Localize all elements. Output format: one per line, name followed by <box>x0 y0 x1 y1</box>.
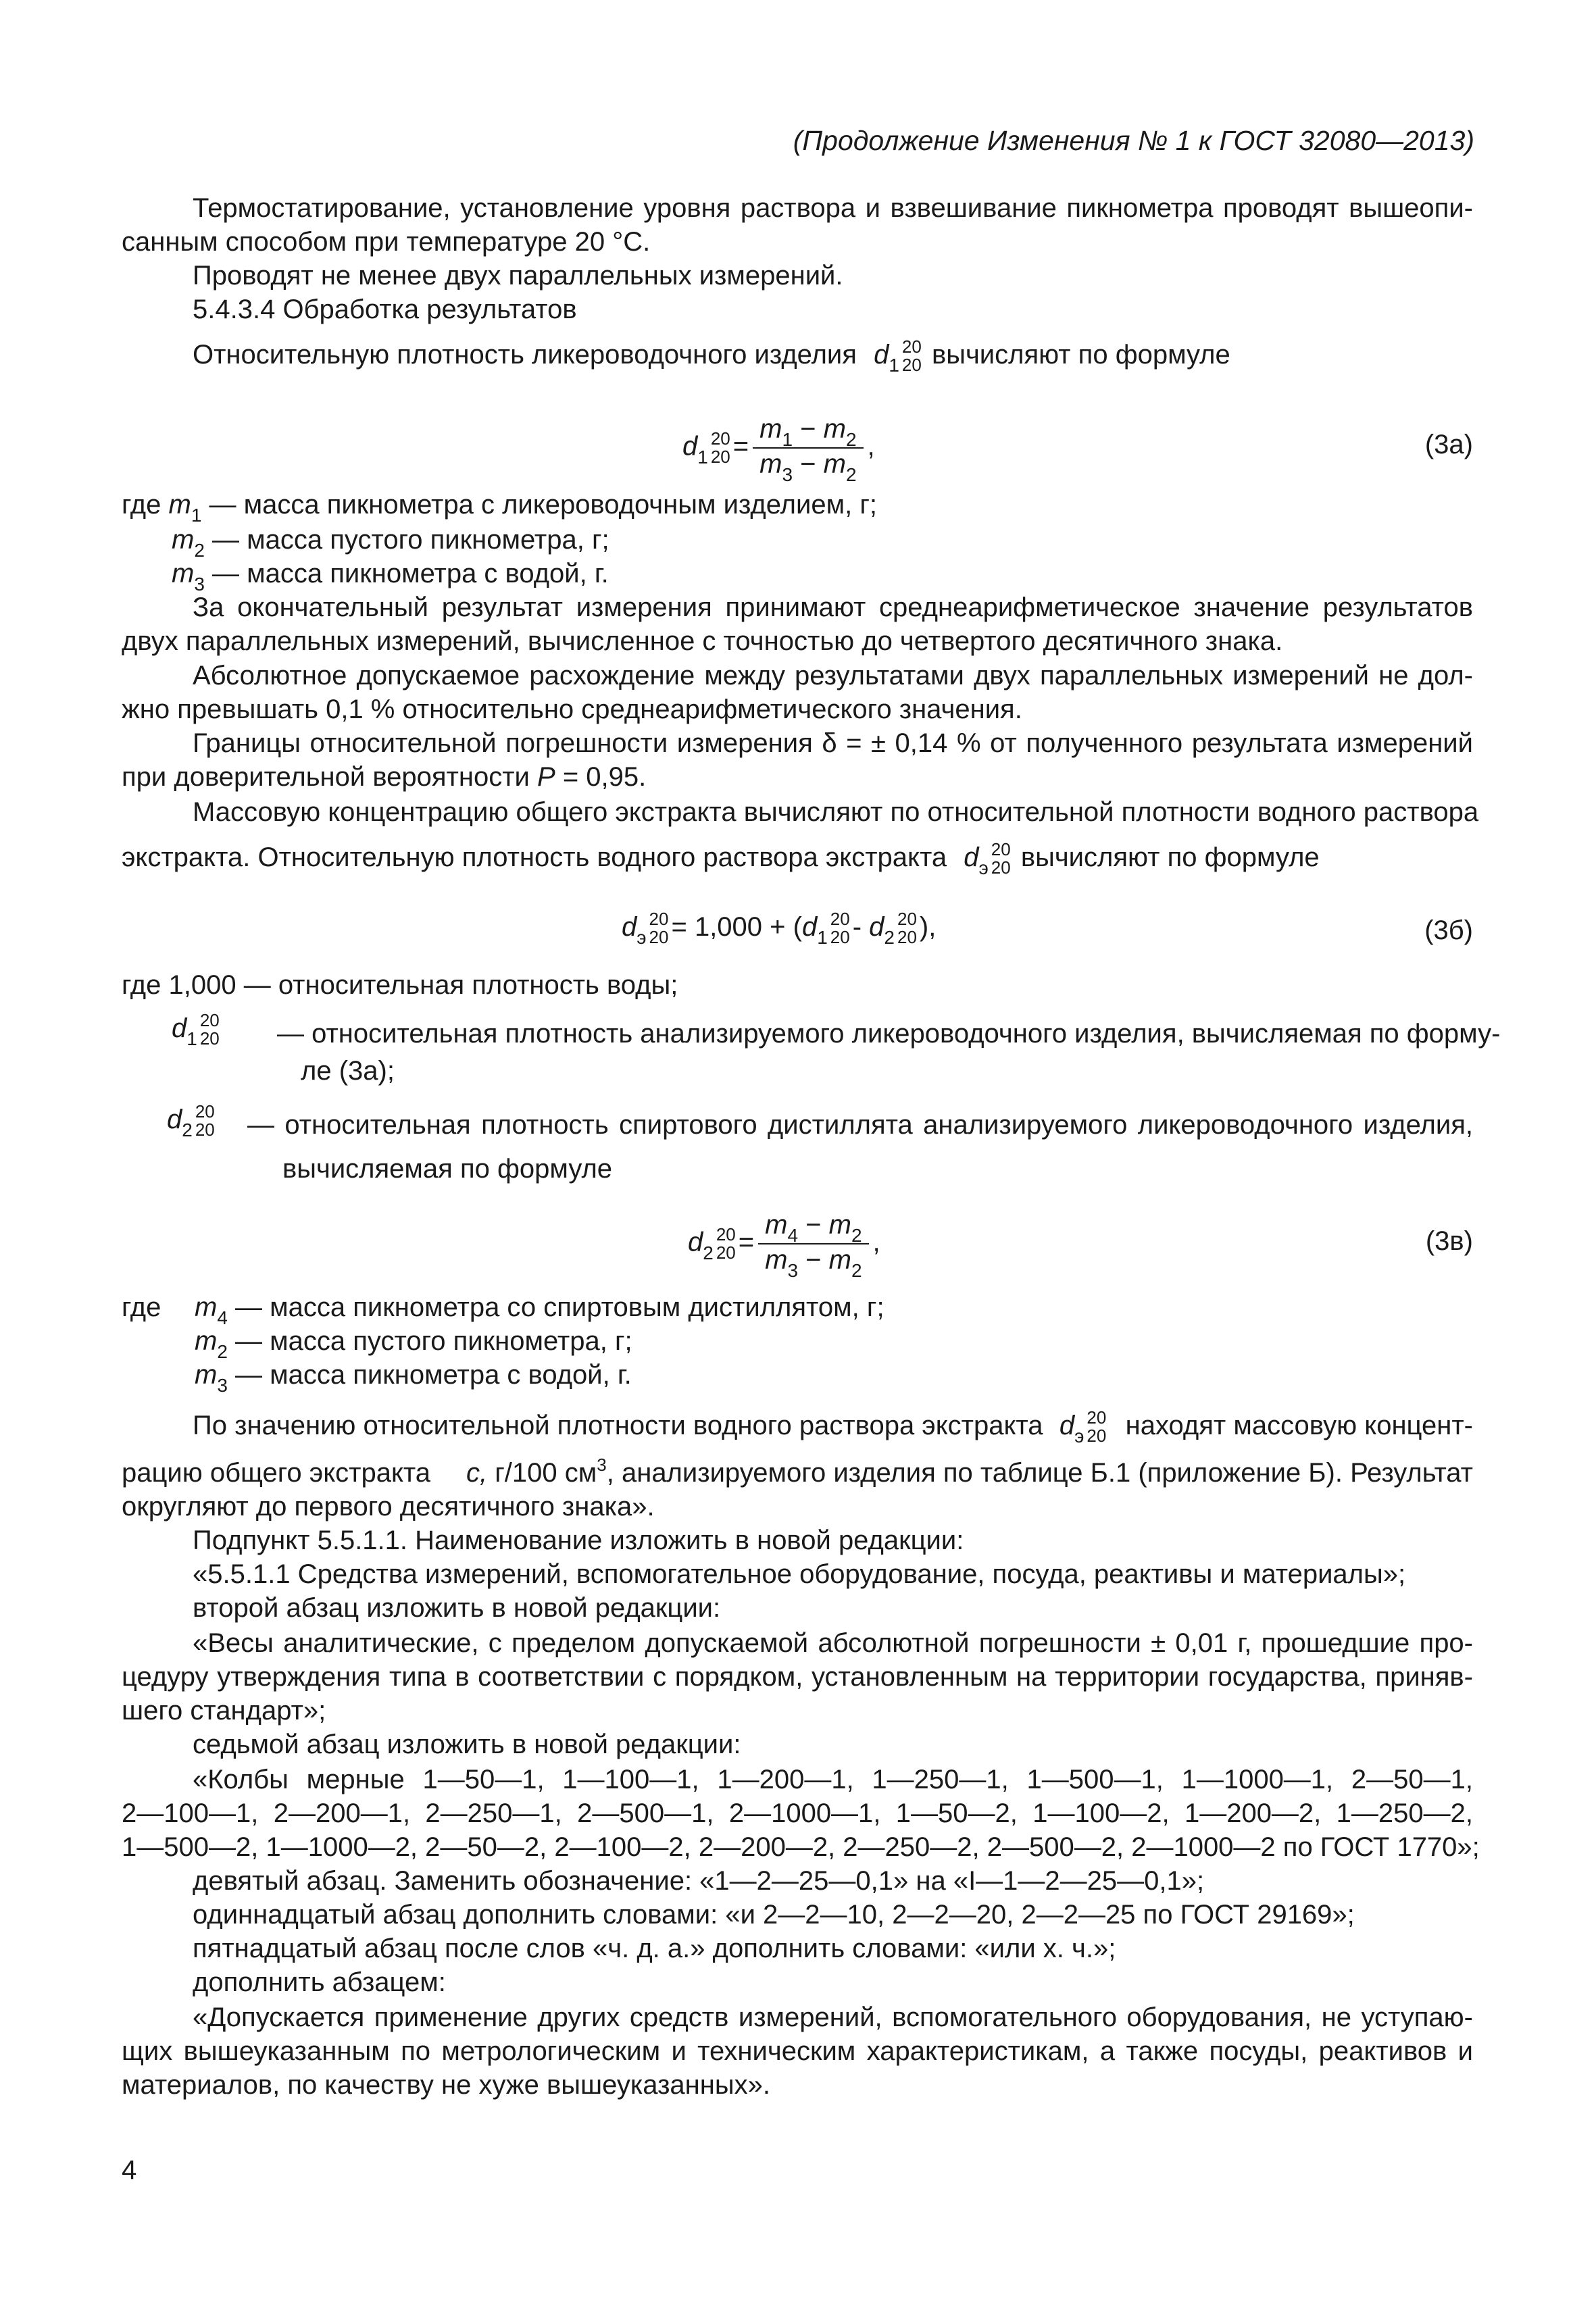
symbol-m: m <box>172 559 195 588</box>
index-stack <box>711 430 730 466</box>
definition-line: — относительная плотность спиртового дистиллята анализируемого ликероводочного изделия, <box>247 1110 1473 1140</box>
definition: — масса пикнометра с ликероводочным изделием, г; <box>209 490 878 520</box>
minus: − <box>805 1245 822 1275</box>
index-top: 20 <box>897 909 917 930</box>
index-bottom: 20 <box>1087 1426 1107 1447</box>
symbol-m: m <box>823 414 846 444</box>
paragraph-line <box>122 1456 1473 1492</box>
symbol-d: d <box>874 340 889 370</box>
text: = 0,95. <box>562 762 647 792</box>
where-label: где <box>122 490 161 520</box>
paragraph-line: «Весы аналитические, с пределом допускаемой абсолютной погрешности ± 0,01 г, прошедшие про- <box>193 1628 1473 1658</box>
paragraph-line: седьмой абзац изложить в новой редакции: <box>193 1730 741 1759</box>
text: По значению относительной плотности водного раствора экстракта <box>193 1411 1043 1440</box>
numerator <box>753 413 863 449</box>
section-heading: 5.4.3.4 Обработка результатов <box>193 295 577 324</box>
index-bottom: 20 <box>649 927 669 948</box>
index-bottom: 20 <box>991 857 1011 878</box>
numerator <box>758 1209 868 1244</box>
subscript: 2 <box>182 1120 193 1140</box>
paragraph-line: цедуру утверждения типа в соответствии с порядком, установленным на территории государства, приняв- <box>122 1662 1473 1692</box>
symbol-m: m <box>765 1210 788 1240</box>
index-bottom: 20 <box>710 447 730 467</box>
index-stack <box>1087 1409 1106 1445</box>
where-line <box>195 1290 884 1327</box>
index-stack <box>716 1226 736 1262</box>
paragraph-line: Абсолютное допускаемое расхождение между результатами двух параллельных измерений не дол- <box>193 661 1473 690</box>
index-stack <box>830 910 850 947</box>
symbol-d: d <box>1059 1411 1075 1440</box>
page-number: 4 <box>122 2155 137 2185</box>
symbol-m: m <box>195 1326 218 1356</box>
symbol-p: P <box>537 762 555 792</box>
symbol-d: d <box>869 912 884 942</box>
paragraph-line: шего стандарт»; <box>122 1696 326 1726</box>
subscript: 2 <box>851 1225 862 1246</box>
text: вычисляют по формуле <box>1020 842 1320 872</box>
symbol-m: m <box>195 1360 218 1390</box>
paragraph-line: санным способом при температуре 20 °С. <box>122 227 651 257</box>
expression: = 1,000 + ( <box>671 912 802 942</box>
index-bottom: 20 <box>716 1242 736 1263</box>
denominator <box>753 449 863 485</box>
text: экстракта. Относительную плотность водного раствора экстракта <box>122 842 947 872</box>
paragraph-line <box>193 338 1230 374</box>
subscript: э <box>1074 1426 1084 1447</box>
symbol-m: m <box>759 414 782 444</box>
comma: , <box>872 1227 880 1257</box>
symbol-d: d <box>172 1013 187 1043</box>
paragraph-line: дополнить абзацем: <box>193 1967 446 1997</box>
text: вычисляют по формуле <box>931 340 1230 370</box>
paragraph-line: второй абзац изложить в новой редакции: <box>193 1593 721 1623</box>
paragraph-line: За окончательный результат измерения принимают среднеарифметическое значение результатов <box>193 593 1473 622</box>
text: находят массовую концент- <box>1125 1411 1473 1440</box>
subscript: э <box>637 927 647 948</box>
paragraph-line: Термостатирование, установление уровня раствора и взвешивание пикнометра проводят вышеопи- <box>193 193 1473 223</box>
paragraph-line: Массовую концентрацию общего экстракта вычисляют по относительной плотности водного раствора <box>193 797 1479 827</box>
symbol-m: m <box>172 525 195 555</box>
symbol-d: d <box>682 431 698 461</box>
subscript: 1 <box>782 429 793 450</box>
where-line <box>172 557 609 593</box>
symbol-m: m <box>759 449 782 479</box>
fraction <box>758 1209 868 1281</box>
symbol-d: d <box>167 1105 182 1134</box>
index-top: 20 <box>649 909 669 930</box>
where-label: где <box>122 1292 161 1322</box>
definition: — масса пустого пикнометра, г; <box>212 525 609 555</box>
symbol-d: d <box>801 912 818 942</box>
where-line <box>172 1011 222 1048</box>
minus: − <box>800 414 816 444</box>
subscript: 2 <box>703 1242 714 1263</box>
index-bottom: 20 <box>897 927 917 948</box>
subscript: 2 <box>845 429 857 450</box>
text-group <box>466 1456 1473 1492</box>
index-stack <box>991 840 1011 877</box>
index-top: 20 <box>830 909 850 930</box>
subscript: 2 <box>845 464 857 485</box>
index-top: 20 <box>1087 1407 1107 1428</box>
paragraph-line: щих вышеуказанным по метрологическим и техническим характеристикам, а также посуды, реактивов и <box>122 2036 1473 2066</box>
paragraph-line: «5.5.1.1 Средства измерений, вспомогательное оборудование, посуда, реактивы и материалы»; <box>193 1559 1406 1589</box>
index-top: 20 <box>716 1224 736 1244</box>
index-stack <box>649 910 669 947</box>
equation-number: (3б) <box>1424 915 1473 945</box>
symbol-d: d <box>622 912 637 942</box>
definition-line: ле (3а); <box>301 1056 395 1086</box>
paragraph-line: округляют до первого десятичного знака». <box>122 1492 655 1521</box>
subscript: 1 <box>889 355 899 376</box>
paragraph-line: материалов, по качеству не хуже вышеуказанных». <box>122 2070 770 2100</box>
symbol-d: d <box>964 842 979 872</box>
subscript: 2 <box>884 927 895 948</box>
fraction <box>753 413 863 485</box>
where-line <box>122 488 877 524</box>
symbol-m: m <box>823 449 846 479</box>
superscript: 3 <box>597 1455 607 1475</box>
index-top: 20 <box>901 336 922 357</box>
paragraph-line <box>122 760 646 794</box>
where-line <box>172 523 609 559</box>
definition: — масса пикнометра с водой, г. <box>235 1360 632 1390</box>
subscript: 4 <box>787 1225 799 1246</box>
equals: = <box>732 431 749 461</box>
where-line: где 1,000 — относительная плотность воды; <box>122 970 678 1000</box>
close-paren: ), <box>919 912 937 942</box>
symbol-group <box>1059 1409 1109 1445</box>
index-stack <box>902 338 922 374</box>
paragraph-line: пятнадцатый абзац после слов «ч. д. а.» дополнить словами: «или х. ч.»; <box>193 1934 1116 1963</box>
subscript: 3 <box>782 464 793 485</box>
subscript: 1 <box>186 1028 197 1049</box>
paragraph-line: двух параллельных измерений, вычисленное с точностью до четвертого десятичного знака. <box>122 626 1283 656</box>
where-line <box>195 1358 632 1394</box>
minus: - <box>852 912 862 942</box>
subscript: 3 <box>194 574 205 595</box>
denominator <box>758 1244 868 1281</box>
text: рацию общего экстракта <box>122 1458 431 1488</box>
equation-number: (3в) <box>1425 1226 1473 1256</box>
symbol-m: m <box>828 1245 851 1275</box>
paragraph-line: жно превышать 0,1 % относительно среднеарифметического значения. <box>122 695 1022 724</box>
text: Относительную плотность ликероводочного изделия <box>193 340 857 370</box>
index-stack <box>200 1011 220 1048</box>
index-top: 20 <box>195 1101 215 1122</box>
index-stack <box>897 910 917 947</box>
paragraph-line: 1—500—2, 1—1000—2, 2—50—2, 2—100—2, 2—200—2, 2—250—2, 2—500—2, 2—1000—2 по ГОСТ 1770»; <box>122 1832 1480 1862</box>
paragraph-line: Проводят не менее двух параллельных измерений. <box>193 261 843 291</box>
index-top: 20 <box>991 839 1011 860</box>
index-bottom: 20 <box>195 1120 215 1140</box>
formula-3a <box>682 413 875 485</box>
index-stack <box>195 1103 215 1139</box>
minus: − <box>800 449 816 479</box>
index-top: 20 <box>710 428 730 449</box>
definition: — масса пикнометра с водой, г. <box>212 559 609 588</box>
paragraph-line: одиннадцатый абзац дополнить словами: «и 2—2—10, 2—2—20, 2—2—25 по ГОСТ 29169»; <box>193 1900 1355 1930</box>
where-line <box>195 1324 632 1361</box>
paragraph-line <box>193 1409 1473 1445</box>
symbol-m: m <box>195 1292 218 1322</box>
subscript: 3 <box>787 1260 799 1281</box>
subscript: 2 <box>851 1260 862 1281</box>
symbol-d: d <box>688 1227 703 1257</box>
paragraph-line: «Колбы мерные 1—50—1, 1—100—1, 1—200—1, 1—250—1, 1—500—1, 1—1000—1, 2—50—1, <box>193 1765 1473 1794</box>
paragraph-line: Границы относительной погрешности измерения δ = ± 0,14 % от полученного результата измерений <box>193 728 1473 758</box>
index-bottom: 20 <box>830 927 850 948</box>
subscript: 1 <box>191 505 202 526</box>
symbol-m: m <box>765 1245 788 1275</box>
text: г/100 см <box>495 1458 597 1488</box>
symbol-m: m <box>168 490 191 520</box>
index-top: 20 <box>199 1010 220 1031</box>
paragraph-line: 2—100—1, 2—200—1, 2—250—1, 2—500—1, 2—1000—1, 1—50—2, 1—100—2, 1—200—2, 1—250—2, <box>122 1799 1473 1828</box>
where-line <box>167 1103 218 1139</box>
paragraph-line: «Допускается применение других средств измерений, вспомогательного оборудования, не уступаю- <box>193 2003 1473 2032</box>
subscript: 3 <box>217 1375 228 1396</box>
definition: — масса пустого пикнометра, г; <box>235 1326 632 1356</box>
subscript: 2 <box>217 1341 228 1362</box>
minus: − <box>805 1210 822 1240</box>
page-header: (Продолжение Изменения № 1 к ГОСТ 32080—2013) <box>793 125 1474 156</box>
subscript: 4 <box>217 1307 228 1328</box>
equals: = <box>738 1227 755 1257</box>
index-bottom: 20 <box>901 355 922 376</box>
symbol-m: m <box>828 1210 851 1240</box>
paragraph-line <box>122 840 1320 877</box>
equation-number: (3а) <box>1424 430 1473 459</box>
text: при доверительной вероятности <box>122 762 530 792</box>
definition: — масса пикнометра со спиртовым дистиллятом, г; <box>235 1292 884 1322</box>
index-bottom: 20 <box>199 1028 220 1049</box>
formula-3b <box>622 910 936 947</box>
definition-line: — относительная плотность анализируемого ликероводочного изделия, вычисляемая по форму- <box>277 1019 1501 1049</box>
comma: , <box>867 431 875 461</box>
text: , анализируемого изделия по таблице Б.1 (приложение Б). Результат <box>606 1458 1473 1488</box>
paragraph-line: девятый абзац. Заменить обозначение: «1—2—25—0,1» на «I—1—2—25—0,1»; <box>193 1866 1205 1896</box>
subscript: 1 <box>697 446 708 468</box>
subscript: 2 <box>194 540 205 561</box>
paragraph-line: Подпункт 5.5.1.1. Наименование изложить в новой редакции: <box>193 1526 964 1555</box>
definition-line: вычисляемая по формуле <box>282 1154 613 1184</box>
symbol-c: с, <box>466 1458 488 1488</box>
subscript: 1 <box>817 927 828 948</box>
subscript: э <box>978 857 989 878</box>
formula-3v <box>688 1209 880 1281</box>
